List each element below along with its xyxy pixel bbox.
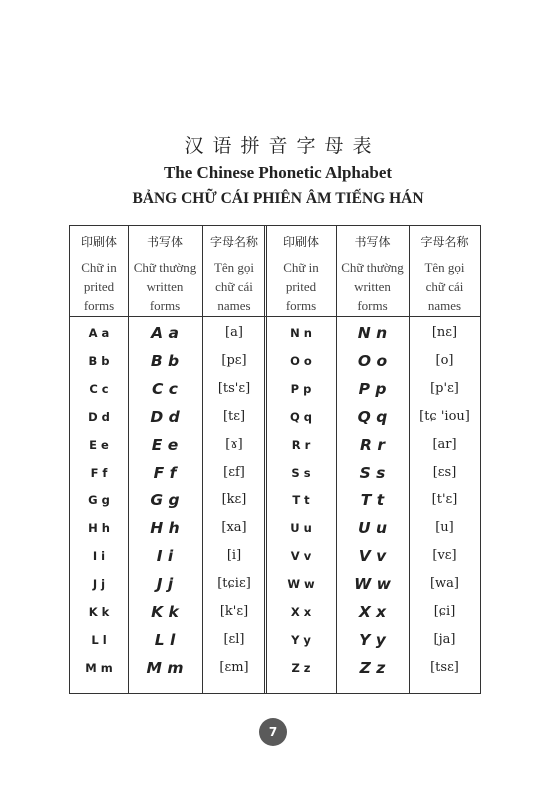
written-form: K k (151, 603, 179, 621)
letter-name: [kɛ] (221, 492, 247, 508)
written-form: E e (151, 435, 179, 454)
printed-form: H h (88, 521, 110, 536)
title-vietnamese: BẢNG CHỮ CÁI PHIÊN ÂM TIẾNG HÁN (132, 190, 424, 207)
letter-name: [nɛ] (431, 325, 458, 340)
page-number-badge: 7 (259, 718, 287, 746)
title-chinese: 汉语拼音字母表 (184, 135, 381, 157)
written-form: U u (357, 519, 388, 538)
header-line: names (217, 298, 251, 313)
table-row (70, 459, 480, 487)
printed-form: I i (92, 549, 106, 564)
letter-name: [ja] (433, 631, 456, 647)
written-form: J j (156, 575, 174, 594)
header-line: names (427, 298, 462, 313)
table-row (70, 514, 480, 542)
header-chinese: 印刷体 (282, 235, 319, 249)
written-form: L l (154, 630, 176, 649)
written-form: Y y (359, 630, 386, 649)
header-vietnamese (202, 258, 266, 315)
printed-form: F f (90, 465, 108, 480)
table-row (70, 626, 480, 654)
written-form: D d (150, 407, 180, 426)
header-line: written (354, 279, 391, 294)
written-form: W w (354, 575, 391, 594)
alphabet-table (69, 225, 481, 694)
header-line: Tên gọi (213, 260, 255, 275)
letter-name: [t'ɛ] (431, 492, 458, 508)
letter-name: [i] (226, 548, 242, 564)
header-line: Chữ thường (133, 260, 197, 275)
header-vietnamese (409, 258, 480, 315)
letter-name: [tɛ] (222, 408, 246, 424)
printed-form: W w (287, 577, 315, 592)
letter-name: [xa] (221, 520, 247, 536)
title-english: The Chinese Phonetic Alphabet (163, 163, 393, 182)
printed-form: B b (88, 353, 110, 368)
printed-form: S s (291, 465, 311, 480)
written-form: B b (150, 351, 180, 370)
printed-form: D d (88, 409, 110, 424)
letter-name: [ɤ] (225, 436, 243, 452)
header-line: chữ cái (425, 279, 464, 294)
table-row (70, 486, 480, 514)
header-line: Tên gọi (424, 260, 465, 275)
written-form: O o (357, 351, 388, 370)
written-form: Q q (357, 407, 388, 426)
table-row (70, 403, 480, 431)
header-line: Chữ in (283, 260, 319, 275)
written-form: M m (146, 658, 184, 677)
table-row (70, 319, 480, 347)
printed-form: A a (88, 326, 110, 340)
printed-form: V v (290, 549, 312, 564)
written-form: R r (360, 435, 385, 454)
header-line: prited (83, 279, 115, 294)
letter-name: [o] (435, 352, 454, 368)
letter-name: [a] (225, 325, 243, 340)
written-form: G g (150, 491, 180, 510)
printed-form: E e (89, 437, 109, 452)
header-line: Chữ thường (341, 260, 404, 275)
letter-name: [vɛ] (432, 548, 457, 564)
printed-form: Y y (291, 632, 311, 647)
written-form: A a (151, 324, 179, 342)
printed-form: X x (290, 605, 312, 619)
printed-form: L l (91, 632, 107, 647)
title-block (0, 132, 556, 212)
header-chinese: 字母名称 (209, 235, 258, 249)
written-form: C c (152, 379, 178, 398)
letter-name: [k'ɛ] (219, 604, 249, 619)
printed-form: M m (85, 660, 113, 675)
letter-name: [p'ɛ] (430, 380, 459, 396)
header-vietnamese (70, 258, 128, 315)
printed-form: U u (290, 521, 312, 536)
table-row (70, 570, 480, 598)
written-form: S s (359, 463, 386, 482)
header-chinese: 书写体 (354, 235, 391, 249)
header-chinese: 书写体 (146, 235, 183, 249)
header-chinese: 印刷体 (80, 235, 117, 249)
printed-form: G g (88, 493, 110, 508)
letter-name: [ɛf] (223, 464, 245, 480)
printed-form: Q q (289, 409, 312, 424)
header-line: forms (83, 298, 115, 313)
letter-name: [tsɛ] (430, 659, 459, 675)
letter-name: [ɛm] (219, 659, 249, 675)
header-vietnamese (336, 258, 409, 315)
written-form: X x (358, 603, 387, 621)
written-form: Z z (359, 658, 386, 677)
letter-name: [ɕi] (433, 604, 456, 619)
written-form: F f (153, 463, 177, 482)
printed-form: T t (292, 493, 310, 508)
header-line: written (146, 279, 184, 294)
table-row (70, 542, 480, 570)
letter-name: [ɛl] (223, 631, 245, 647)
header-line: prited (285, 279, 317, 294)
table-row (70, 347, 480, 375)
written-form: H h (150, 519, 180, 538)
printed-form: P p (290, 381, 312, 396)
letter-name: [ar] (432, 436, 457, 452)
header-line: forms (357, 298, 388, 313)
letter-name: [ɛs] (432, 464, 457, 480)
header-vietnamese (266, 258, 336, 315)
letter-name: [tɕ 'iou] (419, 408, 470, 424)
printed-form: O o (290, 353, 312, 368)
written-form: N n (357, 324, 388, 342)
table-row (70, 375, 480, 403)
written-form: P p (358, 379, 387, 398)
table-row (70, 598, 480, 626)
printed-form: N n (290, 326, 312, 340)
written-form: I i (156, 547, 174, 566)
printed-form: R r (291, 437, 311, 452)
written-form: T t (360, 491, 385, 510)
letter-name: [u] (435, 520, 454, 536)
header-line: chữ cái (215, 279, 253, 294)
letter-name: [tɕiɛ] (217, 576, 251, 592)
printed-form: C c (89, 381, 109, 396)
table-row (70, 431, 480, 459)
letter-name: [ts'ɛ] (217, 380, 251, 396)
letter-name: [pɛ] (221, 352, 247, 368)
letter-name: [wa] (429, 576, 460, 592)
header-line: forms (149, 298, 181, 313)
header-line: forms (285, 298, 317, 313)
header-chinese: 字母名称 (420, 235, 469, 249)
header-separator (70, 316, 480, 317)
printed-form: Z z (291, 660, 311, 675)
written-form: V v (358, 547, 387, 566)
header-line: Chữ in (81, 260, 117, 275)
header-vietnamese (128, 258, 202, 315)
printed-form: K k (88, 605, 110, 619)
printed-form: J j (92, 577, 106, 592)
table-row (70, 654, 480, 682)
